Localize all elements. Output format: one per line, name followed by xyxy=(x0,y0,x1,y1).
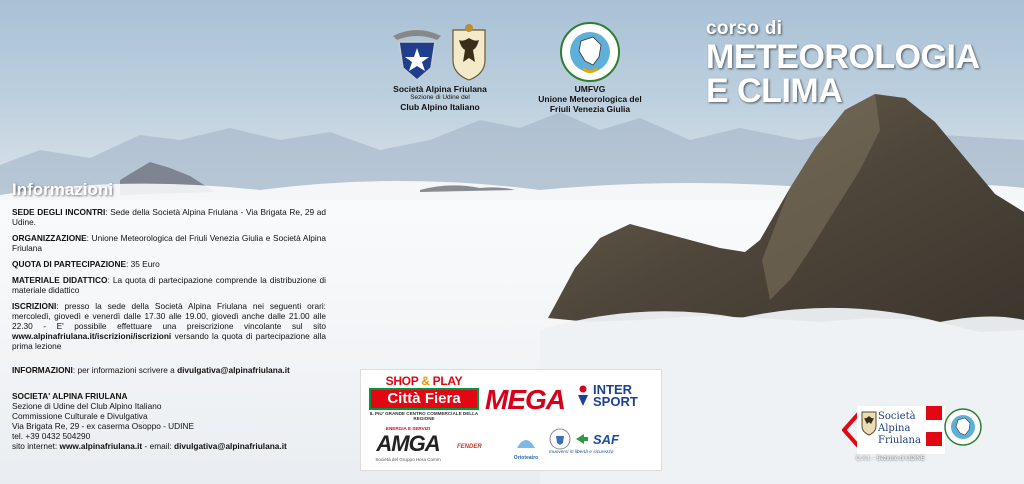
umfvg-line1: Unione Meteorologica del xyxy=(538,94,642,104)
footer-web-line xyxy=(12,441,326,451)
umfvg-line2: Friuli Venezia Giulia xyxy=(549,104,631,114)
saf-label: SAF xyxy=(593,431,619,447)
umfvg-round-logo-icon xyxy=(559,21,621,83)
umfvg-acronym: UMFVG xyxy=(574,84,606,94)
info-iscrizioni xyxy=(12,301,326,351)
iscr-label: ISCRIZIONI xyxy=(12,301,57,311)
badge-text xyxy=(878,411,921,447)
sa-name: Società Alpina Friulana xyxy=(393,84,487,94)
info-label: INFORMAZIONI xyxy=(12,365,73,375)
iscr-text2: versando la quota di partecipazione alla prima lezione xyxy=(12,331,326,351)
footer-org-name: SOCIETA' ALPINA FRIULANA xyxy=(12,391,128,401)
badge-line1: Società xyxy=(878,411,916,422)
title-line2: E CLIMA xyxy=(706,72,843,110)
iscr-text1: : presso la sede della Società Alpina Friulana nei seguenti orari: mercoledì, giovedì e venerdì dalle 17.30 alle 19.00, giovedì anche dalle 21.00 alle 22.30 - E' possibile effettuare una preiscrizione vincolante sul sito xyxy=(12,301,326,331)
sponsor-ortoteatro xyxy=(513,432,539,461)
course-title xyxy=(706,18,980,108)
mat-label: MATERIALE DIDATTICO xyxy=(12,275,108,285)
amga-label: AMGA xyxy=(376,431,440,456)
sponsor-mega: MEGA xyxy=(485,384,565,415)
email-label: - email: xyxy=(142,441,175,451)
region-seal-icon xyxy=(549,428,571,450)
sa-club: Club Alpino Italiano xyxy=(400,102,480,112)
iscr-link[interactable]: www.alpinafriulana.it/iscrizioni/iscrizioni xyxy=(12,331,172,341)
saf-arrow-icon xyxy=(575,432,589,446)
sponsor-amga xyxy=(369,426,447,462)
footer-line4: tel. +39 0432 504290 xyxy=(12,431,91,441)
sa-sub: Sezione di Udine del xyxy=(410,94,470,101)
info-section xyxy=(12,180,326,451)
umfvg-logo-group xyxy=(530,20,650,114)
footer-email-link[interactable]: divulgativa@alpinafriulana.it xyxy=(174,441,287,451)
title-line1: METEOROLOGIA xyxy=(706,38,980,76)
intersport-arrow-icon xyxy=(576,385,590,407)
quota-label: QUOTA DI PARTECIPAZIONE xyxy=(12,259,127,269)
org-label: ORGANIZZAZIONE xyxy=(12,233,87,243)
ortoteatro-label: Ortoteatro xyxy=(513,455,539,461)
sponsor-saf xyxy=(549,428,657,455)
citta-fiera-tagline: IL PIU' GRANDE CENTRO COMMERCIALE DELLA REGIONE xyxy=(369,411,479,421)
site-label: sito internet: xyxy=(12,441,60,451)
info-sede xyxy=(12,207,326,227)
umfvg-badge-icon xyxy=(944,408,982,446)
shop-word2: PLAY xyxy=(432,374,463,388)
footer-line1: Sezione di Udine del Club Alpino Italiano xyxy=(12,401,162,411)
sponsor-fender: FENDER xyxy=(457,444,482,450)
contact-footer xyxy=(12,391,326,451)
citta-fiera-label: Città Fiera xyxy=(369,388,479,410)
shop-word1: SHOP xyxy=(385,374,419,388)
org-text: : Unione Meteorologica del Friuli Venezia Giulia e Società Alpina Friulana xyxy=(12,233,326,253)
sponsor-citta-fiera xyxy=(369,374,479,421)
amga-sub: Società del Gruppo Hera Comm xyxy=(375,457,441,462)
sponsors-box xyxy=(360,369,662,471)
info-quota xyxy=(12,259,326,269)
info-heading: Informazioni xyxy=(12,180,114,199)
sa-badge xyxy=(842,406,982,462)
inter-label: INTER xyxy=(593,382,632,397)
amga-top-label: ENERGIA E SERVIZI xyxy=(385,426,431,431)
ortoteatro-icon xyxy=(515,432,537,450)
footer-line3: Via Brigata Re, 29 - ex caserma Osoppo - UDINE xyxy=(12,421,194,431)
friuli-eagle-shield-icon xyxy=(449,22,489,82)
sede-label: SEDE DEGLI INCONTRI xyxy=(12,207,106,217)
info-organizzazione xyxy=(12,233,326,253)
badge-line2: Alpina xyxy=(878,423,911,434)
mat-text: : La quota di partecipazione comprende la distribuzione di materiale didattico xyxy=(12,275,326,295)
red-white-flag-icon xyxy=(926,406,942,446)
info-email-link[interactable]: divulgativa@alpinafriulana.it xyxy=(177,365,290,375)
sa-badge-emblem-icon xyxy=(860,410,878,436)
badge-line3: Friulana xyxy=(878,435,921,446)
quota-text: : 35 Euro xyxy=(126,259,160,269)
info-text: : per informazioni scrivere a xyxy=(72,365,178,375)
title-pre: corso di xyxy=(706,18,783,39)
sponsor-intersport xyxy=(576,384,638,408)
info-informazioni xyxy=(12,365,326,375)
footer-line2: Commissione Culturale e Divulgativa xyxy=(12,411,148,421)
sa-logo-group xyxy=(380,20,500,112)
saf-sub: muoversi in libertà e sicurezza xyxy=(549,450,614,455)
sport-label: SPORT xyxy=(593,394,638,409)
badge-caption: C.A.I. - Sezione di UDINE xyxy=(856,456,925,462)
site-link[interactable]: www.alpinafriulana.it xyxy=(59,441,143,451)
info-materiale xyxy=(12,275,326,295)
cai-star-eagle-icon xyxy=(391,22,443,82)
sede-text: : Sede della Società Alpina Friulana - Via Brigata Re, 29 ad Udine. xyxy=(12,207,326,227)
shop-amp: & xyxy=(421,374,430,388)
